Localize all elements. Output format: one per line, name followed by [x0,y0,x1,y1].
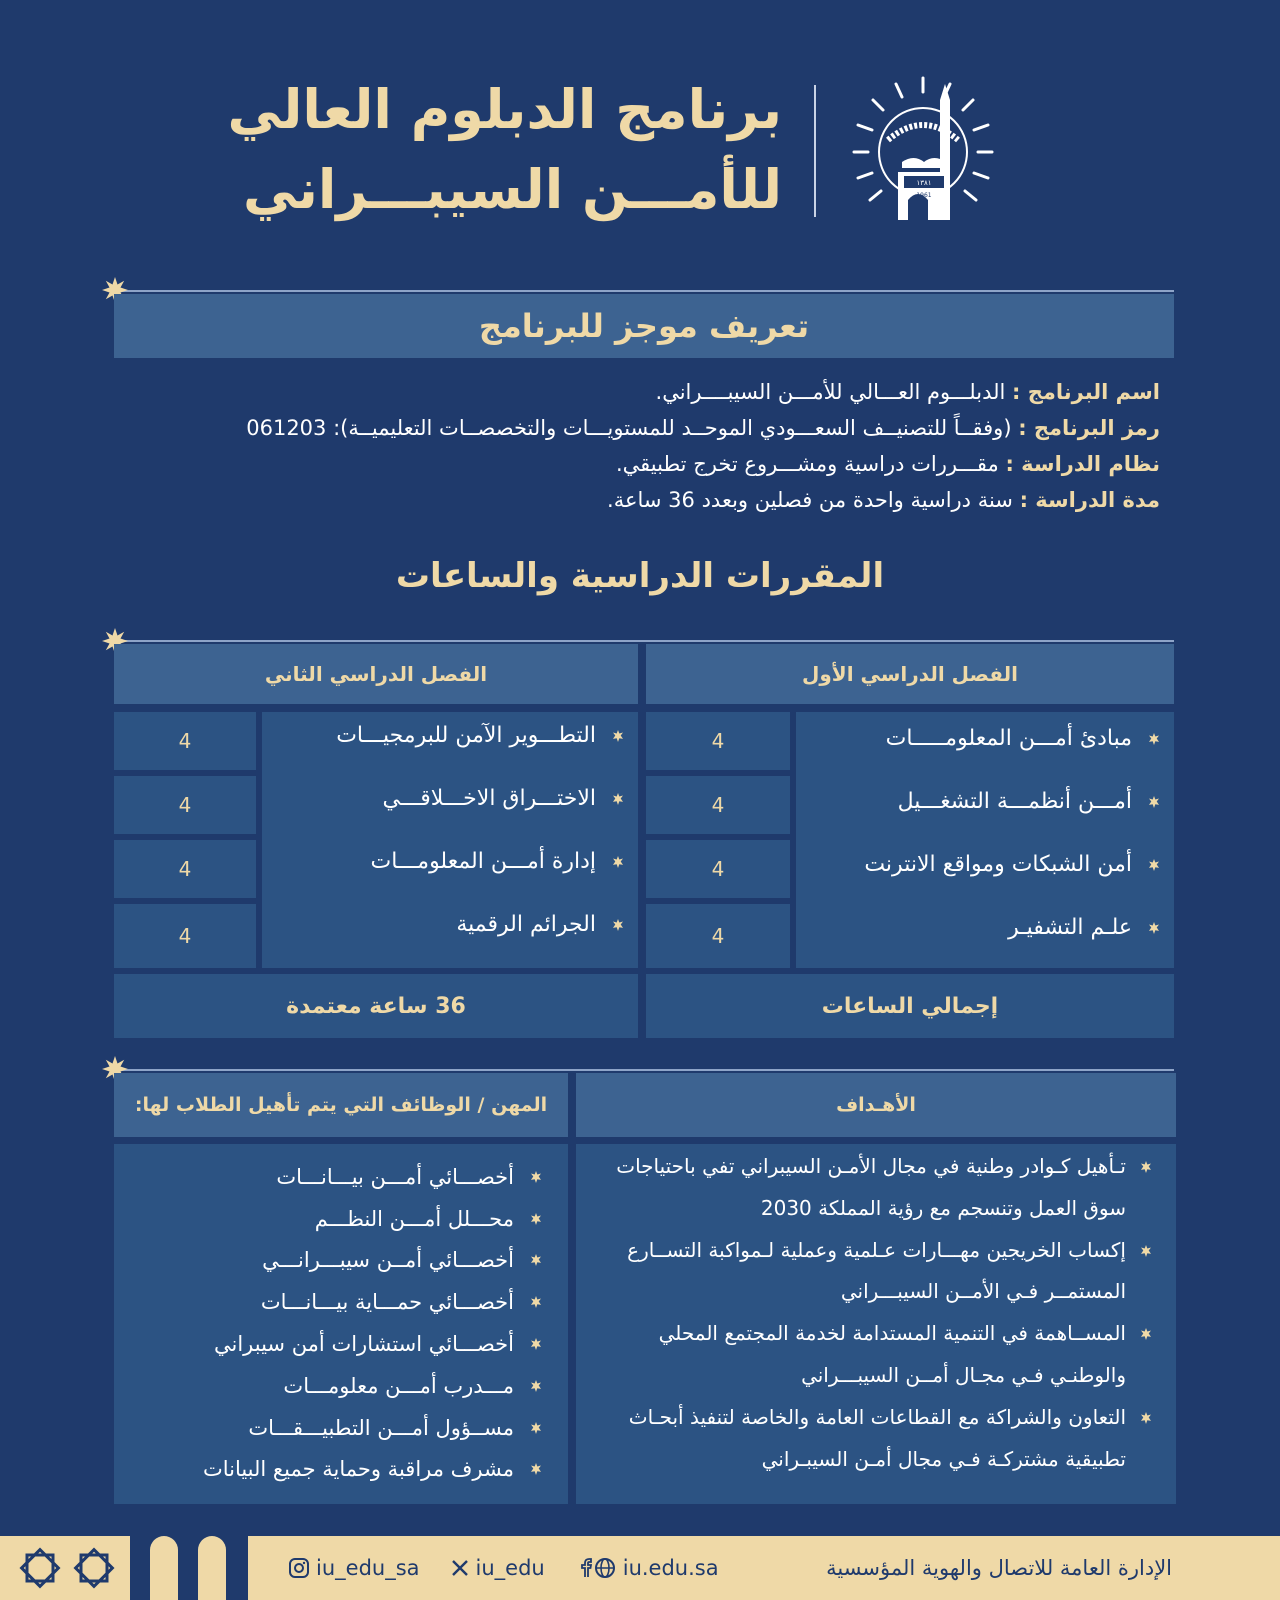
section-rule-goals [112,1069,1174,1071]
list-item: أخصـــائي أمــن سيبـــرانـــي [132,1240,542,1282]
x-link[interactable]: iu_edu [450,1556,545,1580]
footer-org: الإدارة العامة للاتصال والهوية المؤسسية [826,1556,1172,1580]
bullet-star-icon [1148,922,1160,934]
instagram-link[interactable]: iu_edu_sa [288,1556,420,1580]
list-item: علـم التشفيـر [810,896,1160,959]
intro-heading: تعريف موجز للبرنامج [478,307,810,345]
semester1-course-list [810,707,1160,959]
footer-links [288,1536,719,1600]
logo-year-bottom: 1961 [916,192,932,199]
star-pattern-icon [18,1546,62,1590]
total-hours-label: إجمالي الساعات [646,974,1174,1038]
university-emblem-icon [848,70,998,230]
list-item: تـأهيل كـوادر وطنية في مجال الأمـن السيبراني تفي باحتياجات سوق العمل وتنسجم مع رؤية المملكة 2030 [590,1146,1152,1230]
goals-list [590,1146,1152,1480]
program-info [118,374,1160,518]
instagram-icon [288,1557,310,1579]
footer-pill [150,1536,178,1600]
footer-pill [198,1536,226,1600]
footer-accent [130,1536,248,1600]
list-item: أخصـــائي حمـــاية بيـــانـــات [132,1281,542,1323]
semester2-hours-2: 4 [114,776,256,834]
list-item: إدارة أمـــن المعلومـــات [276,830,624,893]
info-row-code: رمز البرنامج : (وفقــاً للتصنيــف السعـــودي الموحــد للمستويـــات والتخصصــات التعليميــة): 061203 [246,416,1160,440]
semester2-hours-1: 4 [114,712,256,770]
info-row-name: اسم البرنامج : الدبلـــوم العـــالي للأمـــن السيبــــراني. [655,380,1160,404]
semester1-hours-4: 4 [646,904,790,968]
semester1-header: الفصل الدراسي الأول [646,644,1174,704]
section-rule-courses [112,640,1174,642]
total-hours-value: 36 ساعة معتمدة [114,974,638,1038]
x-icon [450,1558,470,1578]
bullet-star-icon [612,919,624,931]
bullet-star-icon [530,1296,542,1308]
page-title [227,70,782,230]
goals-header: الأهـداف [576,1073,1176,1137]
bullet-star-icon [530,1422,542,1434]
bullet-star-icon [1140,1412,1152,1424]
header [0,60,1280,240]
website-link[interactable]: iu.edu.sa [575,1556,719,1580]
semester1-hours-3: 4 [646,840,790,898]
list-item: المســاهمة في التنمية المستدامة لخدمة المجتمع المحلي والوطنـي فـي مجـال أمــن السيبـــراني [590,1313,1152,1397]
bullet-star-icon [530,1463,542,1475]
bullet-star-icon [530,1338,542,1350]
list-item: الاختـــراق الاخـــلاقـــي [276,767,624,830]
list-item: التعاون والشراكة مع القطاعات العامة والخاصة لتنفيذ أبحـاث تطبيقية مشتركـة فـي مجال أمـن السيبـراني [590,1397,1152,1481]
star-pattern-icon [72,1546,116,1590]
semester2-header: الفصل الدراسي الثاني [114,644,638,704]
bullet-star-icon [612,856,624,868]
info-row-system: نظام الدراسة : مقـــررات دراسية ومشـــروع تخرج تطبيقي. [615,452,1160,476]
list-item: مـــدرب أمـــن معلومـــات [132,1365,542,1407]
bullet-star-icon [530,1380,542,1392]
bullet-star-icon [1140,1161,1152,1173]
list-item: مســؤول أمـــن التطبيـــقـــات [132,1407,542,1449]
bullet-star-icon [530,1171,542,1183]
jobs-header: المهن / الوظائف التي يتم تأهيل الطلاب لها: [114,1073,568,1137]
list-item: أمن الشبكات ومواقع الانترنت [810,833,1160,896]
bullet-star-icon [530,1254,542,1266]
footer [0,1536,1280,1600]
list-item: مشرف مراقبة وحماية جميع البيانات [132,1449,542,1491]
title-line-1: برنامج الدبلوم العالي [227,78,782,141]
list-item: التطـــوير الآمن للبرمجيـــات [276,704,624,767]
bullet-star-icon [1148,796,1160,808]
list-item: أخصـــائي استشارات أمن سيبراني [132,1323,542,1365]
bullet-star-icon [1140,1245,1152,1257]
bullet-star-icon [1148,733,1160,745]
semester2-course-list [276,704,624,956]
list-item: أخصـــائي أمـــن بيـــانـــات [132,1156,542,1198]
info-row-duration: مدة الدراسة : سنة دراسية واحدة من فصلين وبعدد 36 ساعة. [607,488,1160,512]
bullet-star-icon [612,793,624,805]
list-item: الجرائم الرقمية [276,893,624,956]
title-line-2: للأمـــن السيبـــراني [243,158,782,221]
semester1-hours-1: 4 [646,712,790,770]
list-item: إكساب الخريجين مهـــارات عـلمية وعملية لـمواكبة التســارع المستمــر فـي الأمــن السيبـــراني [590,1230,1152,1314]
web-facebook-icon [575,1557,617,1579]
bullet-star-icon [530,1213,542,1225]
logo-year-top: ١٣٨١ [916,179,932,187]
bullet-star-icon [612,730,624,742]
list-item: مبادئ أمـــن المعلومـــــات [810,707,1160,770]
semester2-hours-4: 4 [114,904,256,968]
header-divider [814,85,816,217]
bullet-star-icon [1140,1328,1152,1340]
list-item: أمـــن أنظمـــة التشغـــيل [810,770,1160,833]
courses-heading: المقررات الدراسية والساعات [395,556,885,596]
list-item: محـــلل أمـــن النظـــم [132,1198,542,1240]
jobs-list [132,1156,542,1490]
semester2-hours-3: 4 [114,840,256,898]
bullet-star-icon [1148,859,1160,871]
intro-heading-bar [114,294,1174,358]
semester1-hours-2: 4 [646,776,790,834]
section-rule-intro [112,290,1174,292]
